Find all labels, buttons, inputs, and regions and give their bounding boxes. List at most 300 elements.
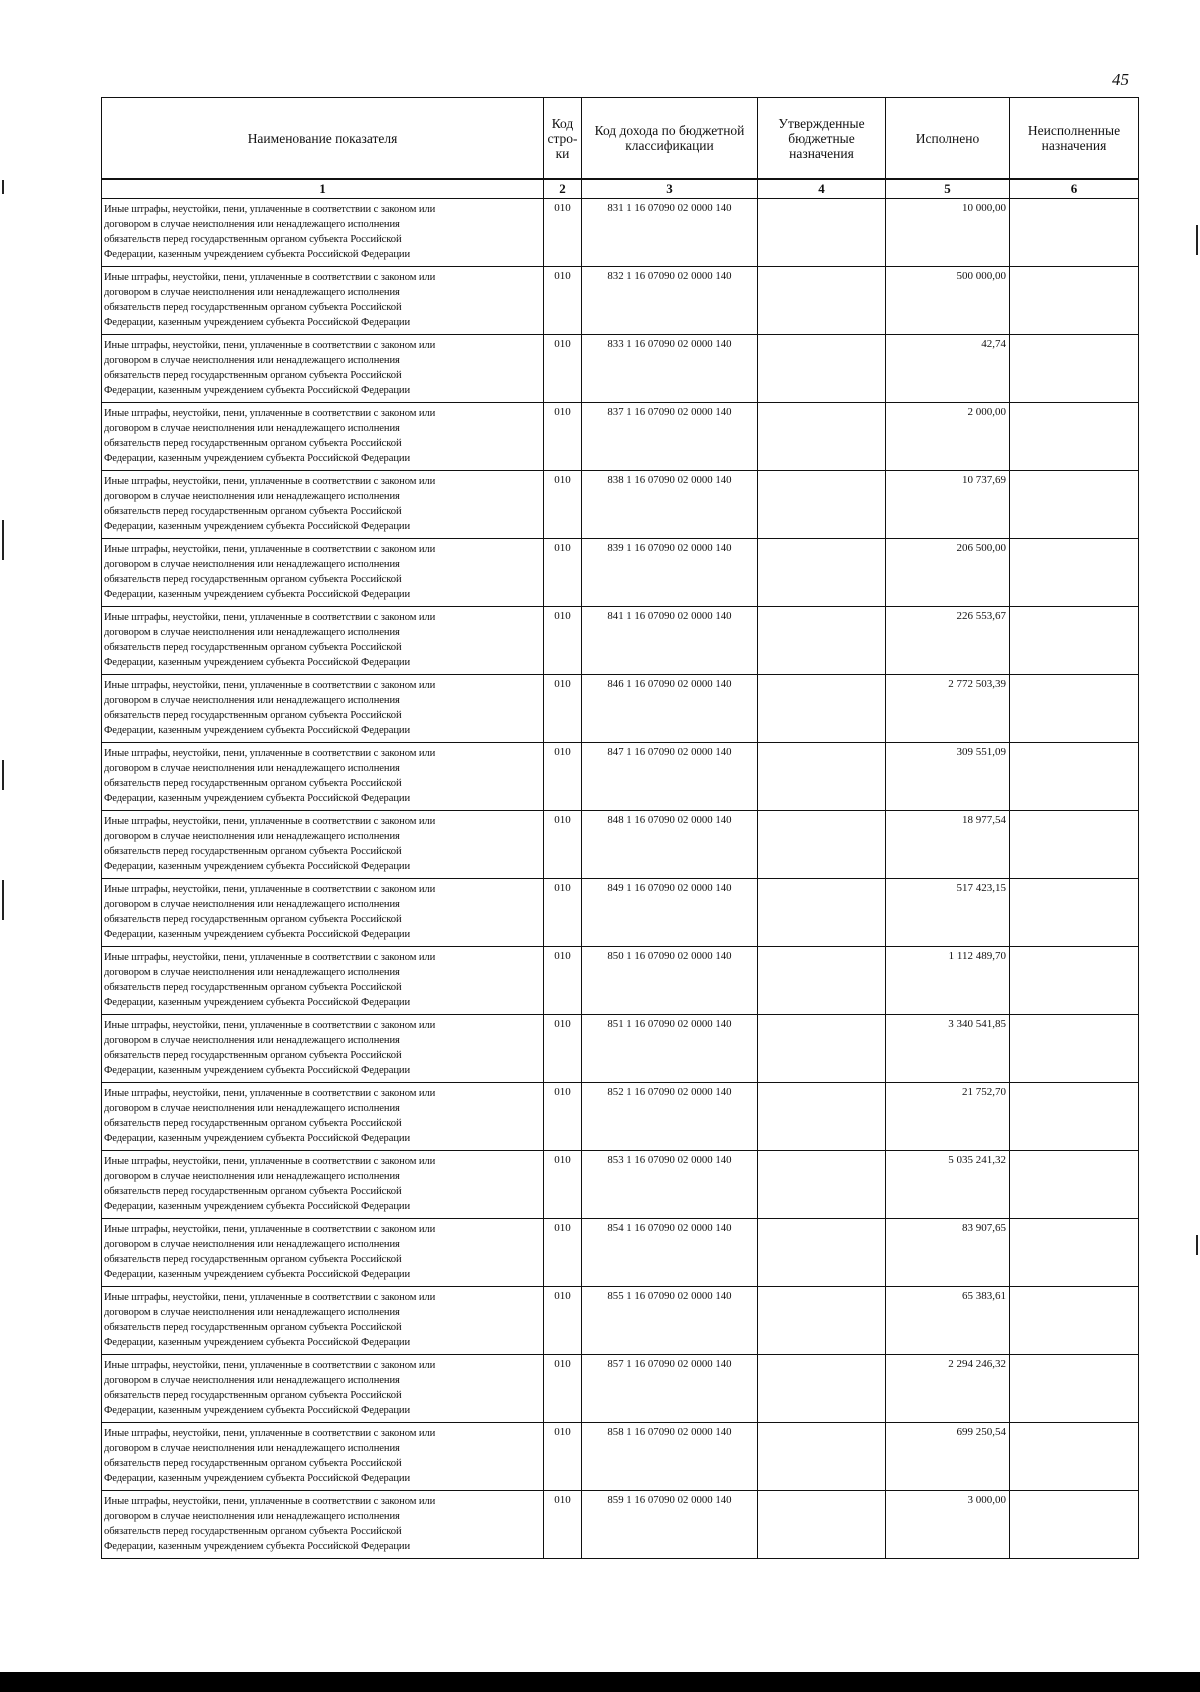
table-row (102, 743, 1139, 811)
indicator-name-line: Федерации, казенным учреждением субъекта Российской Федерации (104, 385, 411, 396)
scan-margin-mark (1196, 225, 1198, 255)
approved-amount-cell (758, 743, 886, 811)
indicator-name-line: Федерации, казенным учреждением субъекта Российской Федерации (104, 997, 411, 1008)
approved-amount-cell (758, 1355, 886, 1423)
approved-amount-cell-value (758, 1287, 885, 1290)
line-code-cell (544, 1423, 582, 1491)
unexecuted-amount-cell (1010, 811, 1139, 879)
indicator-name-line: Федерации, казенным учреждением субъекта Российской Федерации (104, 1201, 411, 1212)
budget-revenue-table (101, 97, 1139, 1559)
scan-margin-mark (2, 760, 4, 790)
executed-amount-cell (886, 1287, 1010, 1355)
table-row (102, 1355, 1139, 1423)
indicator-name-line: Иные штрафы, неустойки, пени, уплаченные в соответствии с законом или (104, 1224, 436, 1235)
indicator-name-line: Иные штрафы, неустойки, пени, уплаченные в соответствии с законом или (104, 340, 436, 351)
indicator-name-cell (102, 743, 544, 811)
indicator-name-line: Иные штрафы, неустойки, пени, уплаченные в соответствии с законом или (104, 1428, 436, 1439)
executed-amount-cell-value: 309 551,09 (956, 746, 1006, 758)
approved-amount-cell (758, 1219, 886, 1287)
table-row (102, 1423, 1139, 1491)
approved-amount-cell (758, 947, 886, 1015)
executed-amount-cell-value: 21 752,70 (962, 1086, 1006, 1098)
indicator-name-line: Иные штрафы, неустойки, пени, уплаченные в соответствии с законом или (104, 1156, 436, 1167)
indicator-name-line: обязательств перед государственным органом субъекта Российской (104, 506, 402, 517)
revenue-code-cell (582, 335, 758, 403)
indicator-name-line: Федерации, казенным учреждением субъекта Российской Федерации (104, 317, 411, 328)
table-row (102, 1151, 1139, 1219)
executed-amount-cell-value: 2 294 246,32 (948, 1358, 1006, 1370)
table-row (102, 675, 1139, 743)
indicator-name-line: договором в случае неисполнения или ненадлежащего исполнения (104, 423, 400, 434)
table-row (102, 1219, 1139, 1287)
line-code-cell-value: 010 (554, 1494, 571, 1506)
revenue-code-cell-value: 847 1 16 07090 02 0000 140 (607, 746, 732, 758)
line-code-cell-value: 010 (554, 474, 571, 486)
indicator-name-line: договором в случае неисполнения или ненадлежащего исполнения (104, 1511, 400, 1522)
revenue-code-cell (582, 1015, 758, 1083)
revenue-code-cell (582, 199, 758, 267)
table-row (102, 1083, 1139, 1151)
approved-amount-cell (758, 403, 886, 471)
approved-amount-cell-value (758, 199, 885, 202)
approved-amount-cell-value (758, 811, 885, 814)
line-code-cell (544, 199, 582, 267)
revenue-code-cell-value: 849 1 16 07090 02 0000 140 (607, 882, 732, 894)
approved-amount-cell-value (758, 1083, 885, 1086)
indicator-name-line: обязательств перед государственным органом субъекта Российской (104, 1322, 402, 1333)
executed-amount-cell (886, 811, 1010, 879)
line-code-cell-value: 010 (554, 678, 571, 690)
line-code-cell (544, 471, 582, 539)
scan-bottom-bar (0, 1672, 1200, 1692)
line-code-cell-value: 010 (554, 882, 571, 894)
indicator-name-line: обязательств перед государственным органом субъекта Российской (104, 710, 402, 721)
revenue-code-cell (582, 1151, 758, 1219)
unexecuted-amount-cell (1010, 403, 1139, 471)
executed-amount-cell-value: 65 383,61 (962, 1290, 1006, 1302)
executed-amount-cell (886, 879, 1010, 947)
indicator-name-line: Иные штрафы, неустойки, пени, уплаченные в соответствии с законом или (104, 748, 436, 759)
revenue-code-cell (582, 471, 758, 539)
approved-amount-cell-value (758, 1219, 885, 1222)
unexecuted-amount-cell-value (1010, 1355, 1138, 1358)
line-code-cell-value: 010 (554, 610, 571, 622)
line-code-cell-value: 010 (554, 1426, 571, 1438)
indicator-name-line: договором в случае неисполнения или ненадлежащего исполнения (104, 491, 400, 502)
unexecuted-amount-cell (1010, 199, 1139, 267)
line-code-cell (544, 1287, 582, 1355)
indicator-name-cell (102, 267, 544, 335)
approved-amount-cell (758, 1151, 886, 1219)
approved-amount-cell-value (758, 1151, 885, 1154)
line-code-cell (544, 1219, 582, 1287)
executed-amount-cell (886, 1219, 1010, 1287)
table-row (102, 471, 1139, 539)
line-code-cell-value: 010 (554, 542, 571, 554)
table-row (102, 811, 1139, 879)
revenue-code-cell (582, 1287, 758, 1355)
approved-amount-cell (758, 199, 886, 267)
line-code-cell-value: 010 (554, 338, 571, 350)
revenue-code-cell (582, 947, 758, 1015)
executed-amount-cell-value: 699 250,54 (956, 1426, 1006, 1438)
indicator-name-line: обязательств перед государственным органом субъекта Российской (104, 846, 402, 857)
indicator-name-line: договором в случае неисполнения или ненадлежащего исполнения (104, 1443, 400, 1454)
indicator-name-line: Иные штрафы, неустойки, пени, уплаченные в соответствии с законом или (104, 884, 436, 895)
scan-margin-mark (2, 880, 4, 920)
line-code-cell (544, 947, 582, 1015)
executed-amount-cell-value: 3 340 541,85 (948, 1018, 1006, 1030)
line-code-cell-value: 010 (554, 1018, 571, 1030)
indicator-name-line: Федерации, казенным учреждением субъекта Российской Федерации (104, 657, 411, 668)
unexecuted-amount-cell (1010, 471, 1139, 539)
executed-amount-cell-value: 2 000,00 (967, 406, 1006, 418)
executed-amount-cell-value: 517 423,15 (956, 882, 1006, 894)
indicator-name-line: Федерации, казенным учреждением субъекта Российской Федерации (104, 1133, 411, 1144)
revenue-code-cell-value: 857 1 16 07090 02 0000 140 (607, 1358, 732, 1370)
indicator-name-line: Иные штрафы, неустойки, пени, уплаченные в соответствии с законом или (104, 1496, 436, 1507)
unexecuted-amount-cell-value (1010, 335, 1138, 338)
indicator-name-line: Иные штрафы, неустойки, пени, уплаченные в соответствии с законом или (104, 1088, 436, 1099)
approved-amount-cell-value (758, 675, 885, 678)
scan-margin-mark (2, 180, 4, 194)
indicator-name-line: обязательств перед государственным органом субъекта Российской (104, 1458, 402, 1469)
line-code-cell (544, 1151, 582, 1219)
line-code-cell-value: 010 (554, 202, 571, 214)
executed-amount-cell (886, 1355, 1010, 1423)
indicator-name-line: Федерации, казенным учреждением субъекта Российской Федерации (104, 521, 411, 532)
unexecuted-amount-cell (1010, 879, 1139, 947)
executed-amount-cell-value: 18 977,54 (962, 814, 1006, 826)
indicator-name-line: договором в случае неисполнения или ненадлежащего исполнения (104, 1375, 400, 1386)
line-code-cell (544, 607, 582, 675)
revenue-code-cell-value: 858 1 16 07090 02 0000 140 (607, 1426, 732, 1438)
unexecuted-amount-cell-value (1010, 403, 1138, 406)
unexecuted-amount-cell-value (1010, 1287, 1138, 1290)
indicator-name-cell (102, 607, 544, 675)
table-row (102, 403, 1139, 471)
executed-amount-cell (886, 947, 1010, 1015)
unexecuted-amount-cell (1010, 675, 1139, 743)
executed-amount-cell-value: 5 035 241,32 (948, 1154, 1006, 1166)
unexecuted-amount-cell-value (1010, 1015, 1138, 1018)
approved-amount-cell (758, 471, 886, 539)
executed-amount-cell (886, 1151, 1010, 1219)
revenue-code-cell (582, 675, 758, 743)
approved-amount-cell-value (758, 1355, 885, 1358)
indicator-name-cell (102, 335, 544, 403)
indicator-name-line: Федерации, казенным учреждением субъекта Российской Федерации (104, 793, 411, 804)
indicator-name-line: договором в случае неисполнения или ненадлежащего исполнения (104, 899, 400, 910)
indicator-name-cell (102, 1219, 544, 1287)
revenue-code-cell-value: 831 1 16 07090 02 0000 140 (607, 202, 732, 214)
revenue-code-cell-value: 841 1 16 07090 02 0000 140 (607, 610, 732, 622)
indicator-name-cell (102, 471, 544, 539)
line-code-cell-value: 010 (554, 270, 571, 282)
revenue-code-cell-value: 851 1 16 07090 02 0000 140 (607, 1018, 732, 1030)
indicator-name-cell (102, 1151, 544, 1219)
revenue-code-cell-value: 839 1 16 07090 02 0000 140 (607, 542, 732, 554)
unexecuted-amount-cell (1010, 267, 1139, 335)
executed-amount-cell-value: 2 772 503,39 (948, 678, 1006, 690)
revenue-code-cell (582, 1219, 758, 1287)
scan-margin-mark (2, 520, 4, 560)
line-code-cell-value: 010 (554, 1222, 571, 1234)
executed-amount-cell (886, 539, 1010, 607)
approved-amount-cell (758, 1423, 886, 1491)
indicator-name-line: обязательств перед государственным органом субъекта Российской (104, 642, 402, 653)
indicator-name-line: Федерации, казенным учреждением субъекта Российской Федерации (104, 1541, 411, 1552)
indicator-name-line: договором в случае неисполнения или ненадлежащего исполнения (104, 355, 400, 366)
approved-amount-cell-value (758, 471, 885, 474)
unexecuted-amount-cell-value (1010, 539, 1138, 542)
revenue-code-cell-value: 837 1 16 07090 02 0000 140 (607, 406, 732, 418)
indicator-name-line: Иные штрафы, неустойки, пени, уплаченные в соответствии с законом или (104, 1020, 436, 1031)
indicator-name-line: договором в случае неисполнения или ненадлежащего исполнения (104, 627, 400, 638)
indicator-name-line: Иные штрафы, неустойки, пени, уплаченные в соответствии с законом или (104, 544, 436, 555)
unexecuted-amount-cell-value (1010, 1491, 1138, 1494)
indicator-name-cell (102, 947, 544, 1015)
unexecuted-amount-cell (1010, 743, 1139, 811)
indicator-name-line: Иные штрафы, неустойки, пени, уплаченные в соответствии с законом или (104, 204, 436, 215)
indicator-name-line: Федерации, казенным учреждением субъекта Российской Федерации (104, 1337, 411, 1348)
table-row (102, 607, 1139, 675)
table-body (102, 199, 1139, 1559)
executed-amount-cell (886, 1491, 1010, 1559)
unexecuted-amount-cell-value (1010, 1423, 1138, 1426)
column-number-row (102, 179, 1139, 199)
executed-amount-cell-value: 500 000,00 (956, 270, 1006, 282)
unexecuted-amount-cell (1010, 1423, 1139, 1491)
revenue-code-cell-value: 848 1 16 07090 02 0000 140 (607, 814, 732, 826)
indicator-name-line: обязательств перед государственным органом субъекта Российской (104, 914, 402, 925)
line-code-cell (544, 539, 582, 607)
line-code-cell (544, 335, 582, 403)
indicator-name-line: договором в случае неисполнения или ненадлежащего исполнения (104, 1103, 400, 1114)
revenue-code-cell (582, 1355, 758, 1423)
indicator-name-line: договором в случае неисполнения или ненадлежащего исполнения (104, 695, 400, 706)
line-code-cell (544, 1491, 582, 1559)
header-line-code: Код стро- ки (544, 98, 582, 180)
indicator-name-line: договором в случае неисполнения или ненадлежащего исполнения (104, 1035, 400, 1046)
indicator-name-line: договором в случае неисполнения или ненадлежащего исполнения (104, 967, 400, 978)
line-code-cell-value: 010 (554, 406, 571, 418)
approved-amount-cell (758, 1083, 886, 1151)
revenue-code-cell (582, 267, 758, 335)
line-code-cell (544, 1083, 582, 1151)
line-code-cell (544, 811, 582, 879)
revenue-code-cell (582, 743, 758, 811)
indicator-name-line: Федерации, казенным учреждением субъекта Российской Федерации (104, 861, 411, 872)
unexecuted-amount-cell (1010, 1151, 1139, 1219)
approved-amount-cell-value (758, 267, 885, 270)
approved-amount-cell (758, 1287, 886, 1355)
indicator-name-line: Федерации, казенным учреждением субъекта Российской Федерации (104, 1269, 411, 1280)
revenue-code-cell-value: 859 1 16 07090 02 0000 140 (607, 1494, 732, 1506)
indicator-name-cell (102, 1287, 544, 1355)
indicator-name-line: Иные штрафы, неустойки, пени, уплаченные в соответствии с законом или (104, 272, 436, 283)
indicator-name-line: договором в случае неисполнения или ненадлежащего исполнения (104, 559, 400, 570)
revenue-code-cell (582, 607, 758, 675)
executed-amount-cell-value: 42,74 (981, 338, 1006, 350)
executed-amount-cell (886, 1083, 1010, 1151)
revenue-code-cell-value: 852 1 16 07090 02 0000 140 (607, 1086, 732, 1098)
revenue-code-cell (582, 1423, 758, 1491)
line-code-cell (544, 675, 582, 743)
indicator-name-line: Иные штрафы, неустойки, пени, уплаченные в соответствии с законом или (104, 408, 436, 419)
indicator-name-line: Федерации, казенным учреждением субъекта Российской Федерации (104, 929, 411, 940)
line-code-cell-value: 010 (554, 1358, 571, 1370)
indicator-name-line: Федерации, казенным учреждением субъекта Российской Федерации (104, 1405, 411, 1416)
table-row (102, 199, 1139, 267)
indicator-name-cell (102, 539, 544, 607)
column-number: 3 (582, 179, 758, 199)
executed-amount-cell-value: 3 000,00 (967, 1494, 1006, 1506)
revenue-code-cell-value: 838 1 16 07090 02 0000 140 (607, 474, 732, 486)
approved-amount-cell-value (758, 607, 885, 610)
revenue-code-cell-value: 832 1 16 07090 02 0000 140 (607, 270, 732, 282)
executed-amount-cell-value: 83 907,65 (962, 1222, 1006, 1234)
indicator-name-line: обязательств перед государственным органом субъекта Российской (104, 302, 402, 313)
indicator-name-line: обязательств перед государственным органом субъекта Российской (104, 1526, 402, 1537)
indicator-name-line: Федерации, казенным учреждением субъекта Российской Федерации (104, 249, 411, 260)
header-unexecuted: Неисполненные назначения (1010, 98, 1139, 180)
executed-amount-cell-value: 226 553,67 (956, 610, 1006, 622)
revenue-code-cell (582, 539, 758, 607)
column-number: 4 (758, 179, 886, 199)
unexecuted-amount-cell-value (1010, 1219, 1138, 1222)
header-row (102, 98, 1139, 180)
revenue-code-cell (582, 811, 758, 879)
indicator-name-line: обязательств перед государственным органом субъекта Российской (104, 1118, 402, 1129)
unexecuted-amount-cell (1010, 1219, 1139, 1287)
executed-amount-cell (886, 471, 1010, 539)
indicator-name-line: Иные штрафы, неустойки, пени, уплаченные в соответствии с законом или (104, 612, 436, 623)
table-row (102, 539, 1139, 607)
unexecuted-amount-cell-value (1010, 471, 1138, 474)
line-code-cell-value: 010 (554, 1086, 571, 1098)
executed-amount-cell (886, 403, 1010, 471)
revenue-code-cell-value: 855 1 16 07090 02 0000 140 (607, 1290, 732, 1302)
unexecuted-amount-cell (1010, 1355, 1139, 1423)
scan-margin-mark (1196, 1235, 1198, 1255)
indicator-name-line: обязательств перед государственным органом субъекта Российской (104, 234, 402, 245)
approved-amount-cell (758, 879, 886, 947)
approved-amount-cell-value (758, 335, 885, 338)
approved-amount-cell-value (758, 1491, 885, 1494)
revenue-code-cell-value: 833 1 16 07090 02 0000 140 (607, 338, 732, 350)
revenue-code-cell-value: 846 1 16 07090 02 0000 140 (607, 678, 732, 690)
unexecuted-amount-cell (1010, 539, 1139, 607)
indicator-name-cell (102, 811, 544, 879)
unexecuted-amount-cell (1010, 1015, 1139, 1083)
approved-amount-cell (758, 539, 886, 607)
executed-amount-cell-value: 10 000,00 (962, 202, 1006, 214)
indicator-name-line: Федерации, казенным учреждением субъекта Российской Федерации (104, 453, 411, 464)
indicator-name-line: обязательств перед государственным органом субъекта Российской (104, 982, 402, 993)
header-name: Наименование показателя (102, 98, 544, 180)
indicator-name-line: договором в случае неисполнения или ненадлежащего исполнения (104, 831, 400, 842)
approved-amount-cell (758, 267, 886, 335)
indicator-name-line: обязательств перед государственным органом субъекта Российской (104, 438, 402, 449)
approved-amount-cell-value (758, 1423, 885, 1426)
table-row (102, 1015, 1139, 1083)
unexecuted-amount-cell-value (1010, 947, 1138, 950)
indicator-name-cell (102, 1355, 544, 1423)
unexecuted-amount-cell-value (1010, 267, 1138, 270)
executed-amount-cell-value: 206 500,00 (956, 542, 1006, 554)
approved-amount-cell-value (758, 947, 885, 950)
approved-amount-cell (758, 335, 886, 403)
executed-amount-cell (886, 675, 1010, 743)
indicator-name-cell (102, 1423, 544, 1491)
indicator-name-line: обязательств перед государственным органом субъекта Российской (104, 1390, 402, 1401)
indicator-name-line: Иные штрафы, неустойки, пени, уплаченные в соответствии с законом или (104, 1360, 436, 1371)
indicator-name-line: обязательств перед государственным органом субъекта Российской (104, 1254, 402, 1265)
approved-amount-cell-value (758, 1015, 885, 1018)
unexecuted-amount-cell (1010, 1491, 1139, 1559)
line-code-cell (544, 267, 582, 335)
approved-amount-cell-value (758, 743, 885, 746)
header-approved: Утвержденные бюджетные назначения (758, 98, 886, 180)
revenue-code-cell-value: 850 1 16 07090 02 0000 140 (607, 950, 732, 962)
column-number: 1 (102, 179, 544, 199)
indicator-name-cell (102, 199, 544, 267)
indicator-name-cell (102, 675, 544, 743)
revenue-code-cell (582, 879, 758, 947)
indicator-name-line: Иные штрафы, неустойки, пени, уплаченные в соответствии с законом или (104, 1292, 436, 1303)
line-code-cell-value: 010 (554, 950, 571, 962)
line-code-cell (544, 1015, 582, 1083)
line-code-cell (544, 879, 582, 947)
revenue-code-cell-value: 853 1 16 07090 02 0000 140 (607, 1154, 732, 1166)
indicator-name-cell (102, 1015, 544, 1083)
header-revenue-code: Код дохода по бюджетной классификации (582, 98, 758, 180)
approved-amount-cell-value (758, 403, 885, 406)
approved-amount-cell (758, 675, 886, 743)
unexecuted-amount-cell-value (1010, 675, 1138, 678)
line-code-cell-value: 010 (554, 746, 571, 758)
indicator-name-line: Федерации, казенным учреждением субъекта Российской Федерации (104, 1473, 411, 1484)
executed-amount-cell (886, 335, 1010, 403)
executed-amount-cell-value: 10 737,69 (962, 474, 1006, 486)
approved-amount-cell (758, 811, 886, 879)
indicator-name-line: договором в случае неисполнения или ненадлежащего исполнения (104, 219, 400, 230)
column-number: 6 (1010, 179, 1139, 199)
indicator-name-line: обязательств перед государственным органом субъекта Российской (104, 574, 402, 585)
executed-amount-cell (886, 1423, 1010, 1491)
column-number: 5 (886, 179, 1010, 199)
indicator-name-line: договором в случае неисполнения или ненадлежащего исполнения (104, 1239, 400, 1250)
executed-amount-cell (886, 267, 1010, 335)
unexecuted-amount-cell-value (1010, 199, 1138, 202)
page-number: 45 (1112, 70, 1129, 89)
line-code-cell (544, 743, 582, 811)
executed-amount-cell-value: 1 112 489,70 (948, 950, 1006, 962)
approved-amount-cell (758, 1491, 886, 1559)
executed-amount-cell (886, 199, 1010, 267)
indicator-name-line: Иные штрафы, неустойки, пени, уплаченные в соответствии с законом или (104, 952, 436, 963)
indicator-name-line: обязательств перед государственным органом субъекта Российской (104, 370, 402, 381)
approved-amount-cell-value (758, 539, 885, 542)
unexecuted-amount-cell-value (1010, 879, 1138, 882)
line-code-cell (544, 403, 582, 471)
indicator-name-line: договором в случае неисполнения или ненадлежащего исполнения (104, 287, 400, 298)
unexecuted-amount-cell-value (1010, 1151, 1138, 1154)
line-code-cell-value: 010 (554, 1290, 571, 1302)
indicator-name-line: обязательств перед государственным органом субъекта Российской (104, 1050, 402, 1061)
indicator-name-cell (102, 1491, 544, 1559)
